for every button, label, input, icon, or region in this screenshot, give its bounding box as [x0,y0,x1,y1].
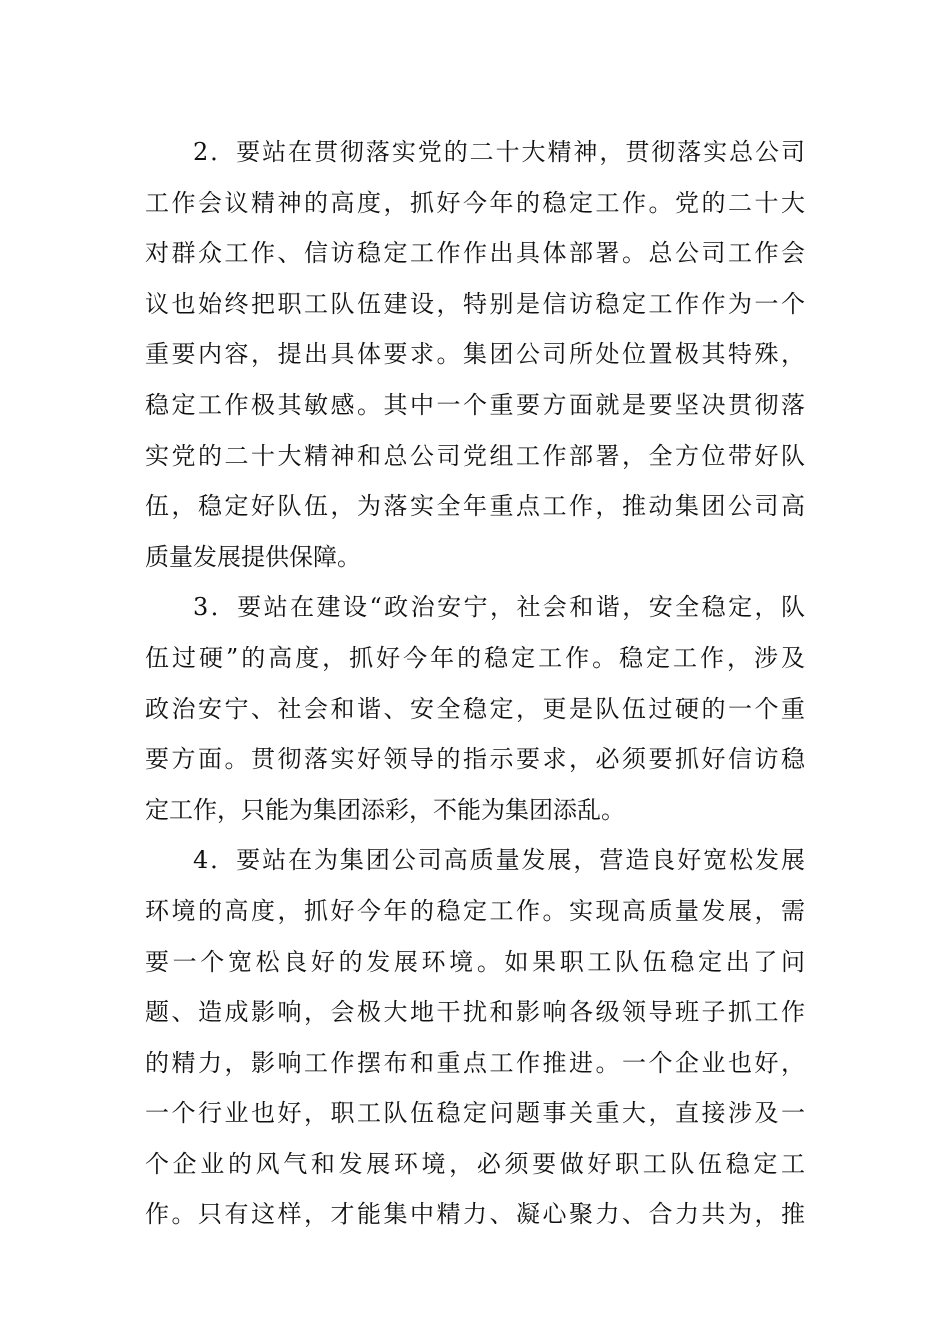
paragraph-2-line-9: 质量发展提供保障。 [145,542,361,571]
paragraph-3-line-5: 定工作，只能为集团添彩，不能为集团添乱。 [145,795,625,824]
paragraph-3-line-3: 政治安宁、社会和谐、安全稳定，更是队伍过硬的一个重 [145,694,805,723]
paragraph-2-line-3: 对群众工作、信访稳定工作作出具体部署。总公司工作会 [145,239,805,268]
paragraph-2-line-5: 重要内容，提出具体要求。集团公司所处位置极其特殊， [145,340,805,369]
paragraph-4-line-2: 环境的高度，抓好今年的稳定工作。实现高质量发展，需 [145,896,805,925]
paragraph-4-line-5: 的精力，影响工作摆布和重点工作推进。一个企业也好， [145,1048,805,1077]
paragraph-4-line-3: 要一个宽松良好的发展环境。如果职工队伍稳定出了问 [145,947,805,976]
paragraph-3-line-1: 3．要站在建设“政治安宁，社会和谐，安全稳定，队 [193,593,805,622]
paragraph-2-line-6: 稳定工作极其敏感。其中一个重要方面就是要坚决贯彻落 [145,390,805,419]
paragraph-4-line-6: 一个行业也好，职工队伍稳定问题事关重大，直接涉及一 [145,1099,805,1128]
paragraph-2-line-1: 2．要站在贯彻落实党的二十大精神，贯彻落实总公司 [193,138,805,166]
paragraph-2-line-4: 议也始终把职工队伍建设，特别是信访稳定工作作为一个 [145,289,805,318]
paragraph-4-line-4: 题、造成影响，会极大地干扰和影响各级领导班子抓工作 [145,998,805,1027]
paragraph-2-line-8: 伍，稳定好队伍，为落实全年重点工作，推动集团公司高 [145,492,805,521]
paragraph-2-line-2: 工作会议精神的高度，抓好今年的稳定工作。党的二十大 [145,188,805,217]
body-text [145,127,805,1240]
paragraph-3-line-4: 要方面。贯彻落实好领导的指示要求，必须要抓好信访稳 [145,745,805,774]
paragraph-4-line-8: 作。只有这样，才能集中精力、凝心聚力、合力共为，推 [145,1200,805,1229]
paragraph-2-line-7: 实党的二十大精神和总公司党组工作部署，全方位带好队 [145,441,805,470]
paragraph-4-line-1: 4．要站在为集团公司高质量发展，营造良好宽松发展 [193,846,805,875]
paragraph-3-line-2: 伍过硬”的高度，抓好今年的稳定工作。稳定工作，涉及 [145,643,805,672]
paragraph-4-line-7: 个企业的风气和发展环境，必须要做好职工队伍稳定工 [145,1149,805,1178]
